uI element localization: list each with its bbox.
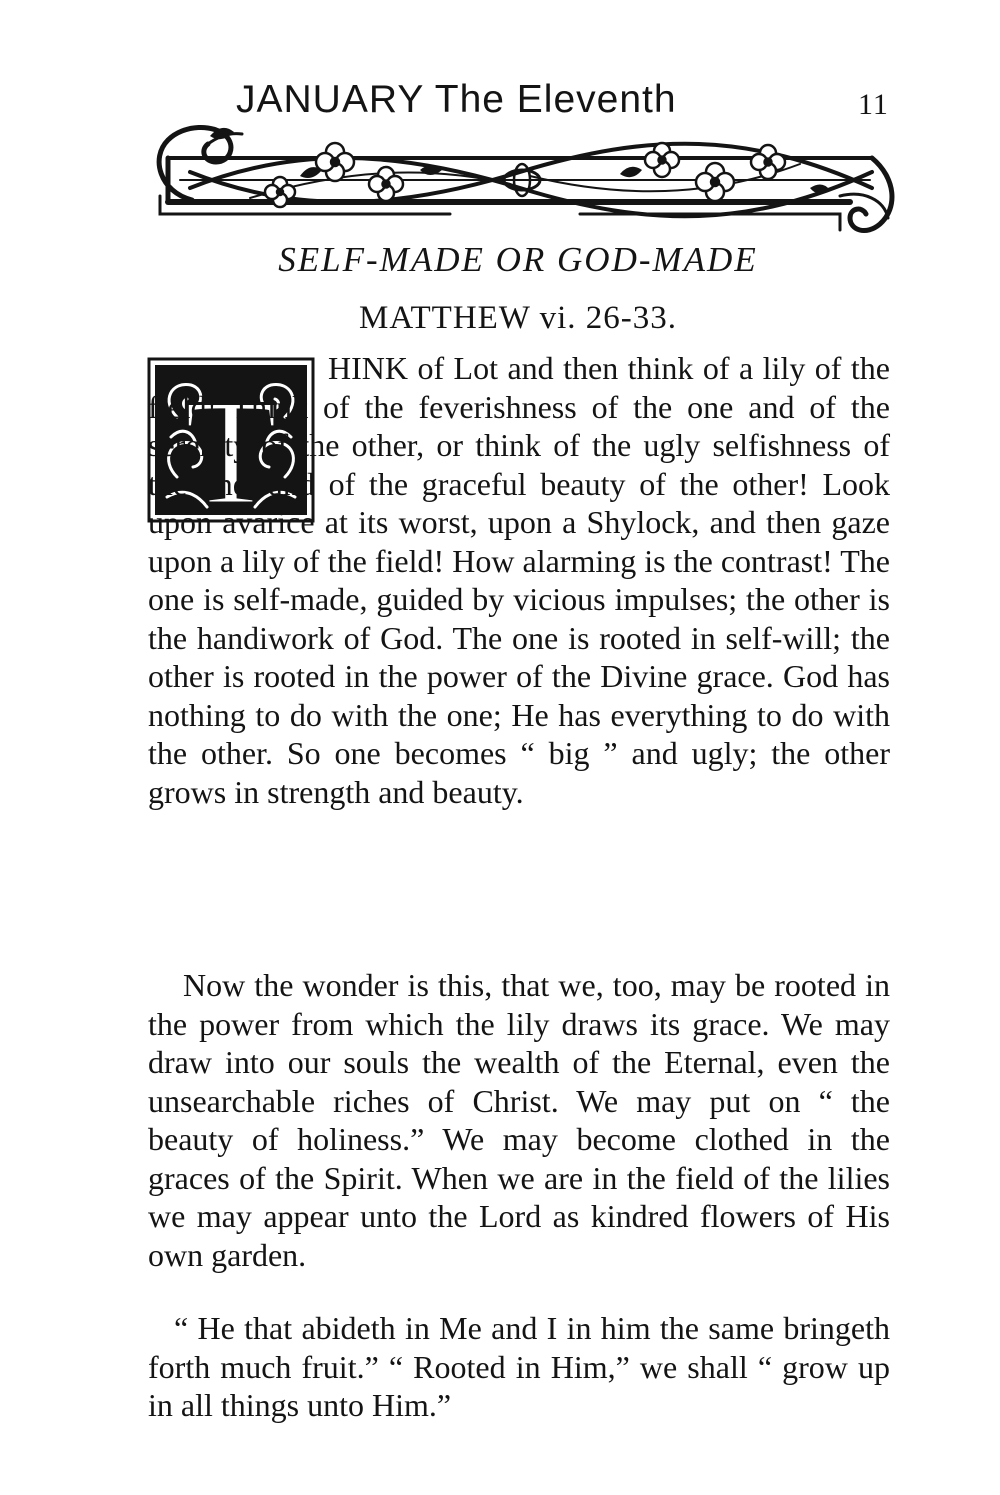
page-header-title: JANUARY The Eleventh (236, 78, 677, 121)
floral-banner-icon (150, 118, 900, 244)
body-paragraph-1 (148, 349, 890, 811)
section-title: SELF-MADE OR GOD-MADE (278, 240, 758, 279)
dropcap-lead-word: HINK (328, 350, 408, 386)
scripture-reference: MATTHEW vi. 26-33. (358, 300, 678, 336)
body-paragraph-1-text: of Lot and then think of a lily of the field! Think of the feverishness of the one and of the serenity of the other, or think of the ugly selfishness of the one, and of the graceful beauty of the other! Look upon avarice at its worst, upon a Shylock, and then gaze upon a lily of the field! How alarming is the contrast! The one is self-made, guided by vicious impulses; the other is the handiwork of God. The one is rooted in self-will; the other is rooted in the power of the Divine grace. God has nothing to do with the one; He has everything to do with the other. So one becomes “ big ” and ugly; the other grows in strength and beauty. (148, 350, 890, 810)
body-paragraph-3: “ He that abideth in Me and I in him the same bringeth forth much fruit.” “ Rooted in Him,” we shall “ grow up in all things unto Him.” (148, 1310, 890, 1423)
body-paragraph-2: Now the wonder is this, that we, too, may be rooted in the power from which the lily draws its grace. We may draw into our souls the wealth of the Eternal, even the unsearchable riches of Christ. We may put on “ the beauty of holiness.” We may become clothed in the graces of the Spirit. When we are in the field of the lilies we may appear unto the Lord as kindred flowers of His own garden. (148, 967, 890, 1273)
dropcap-letter: T (184, 368, 278, 523)
page-number: 11 (858, 88, 889, 121)
